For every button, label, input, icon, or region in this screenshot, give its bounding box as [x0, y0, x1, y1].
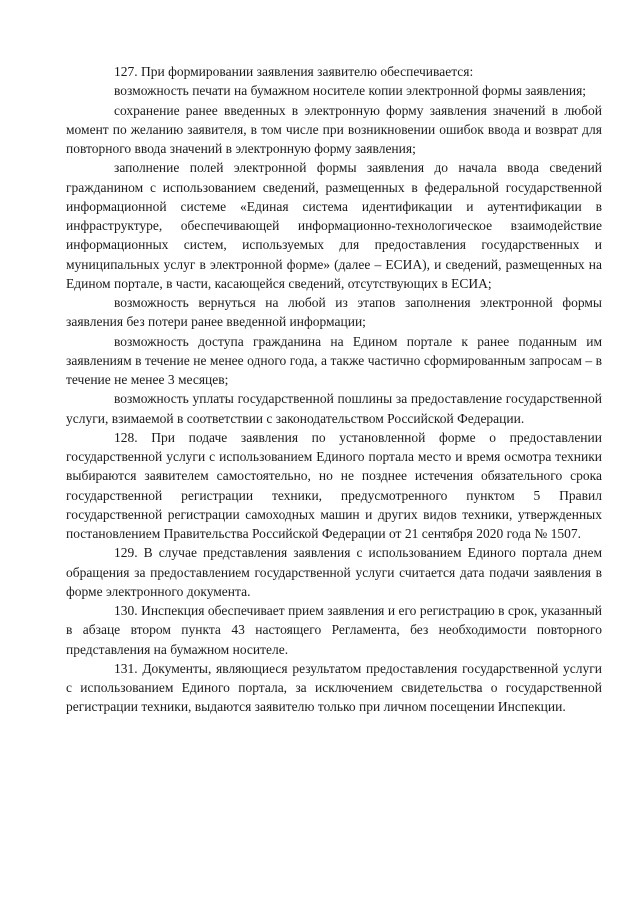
paragraph-127-intro: 127. При формировании заявления заявителю обеспечивается:: [114, 64, 474, 79]
paragraph-128: 128. При подаче заявления по установленной форме о предоставлении государственной услуги с использованием Единого портала место и время осмотра техники выбираются заявителем самостоятельно, но не позднее истечения обязательного срока государственной регистрации техники, предусмотренного пунктом 5 Правил государственной регистрации самоходных машин и других видов техники, утвержденных постановлением Правительства Российской Федерации от 21 сентября 2020 года № 1507.: [66, 429, 602, 541]
paragraph-print-option: возможность печати на бумажном носителе копии электронной формы заявления;: [114, 83, 587, 99]
document-page: [66, 62, 602, 717]
paragraph-131: 131. Документы, являющиеся результатом предоставления государственной услуги с использованием Единого портала, за исключением свидетельства о государственной регистрации техники, выдаются заявителю только при личном посещении Инспекции.: [66, 660, 602, 715]
paragraph-129: 129. В случае представления заявления с использованием Единого портала днем обращения за предоставлением государственной услуги считается дата подачи заявления в форме электронного документа.: [66, 545, 602, 599]
paragraph-return-to-step: возможность вернуться на любой из этапов заполнения электронной формы заявления без потери ранее введенной информации;: [66, 295, 602, 330]
paragraph-save-values: сохранение ранее введенных в электронную форму заявления значений в любой момент по желанию заявителя, в том числе при возникновении ошибок ввода и возврат для повторного ввода значений в электронную форму заявления;: [66, 102, 602, 156]
paragraph-access-history: возможность доступа гражданина на Едином портале к ранее поданным им заявлениям в течение не менее одного года, а также частично сформированным запросам – в течение не менее 3 месяцев;: [66, 333, 602, 387]
paragraph-fee-payment: возможность уплаты государственной пошлины за предоставление государственной услуги, взимаемой в соответствии с законодательством Российской Федерации.: [66, 391, 602, 426]
paragraph-esia-autofill: заполнение полей электронной формы заявления до начала ввода сведений гражданином с использованием сведений, размещенных в федеральной государственной информационной системе «Единая система идентификации и аутентификации в инфраструктуре, обеспечивающей информационно-технологическое взаимодействие информационных систем, используемых для предоставления государственных и муниципальных услуг в электронной форме» (далее – ЕСИА), и сведений, размещенных на Едином портале, в части, касающейся сведений, отсутствующих в ЕСИА;: [66, 160, 602, 291]
paragraph-130: 130. Инспекция обеспечивает прием заявления и его регистрацию в срок, указанный в абзаце втором пункта 43 настоящего Регламента, без необходимости повторного представления на бумажном носителе.: [66, 603, 602, 657]
